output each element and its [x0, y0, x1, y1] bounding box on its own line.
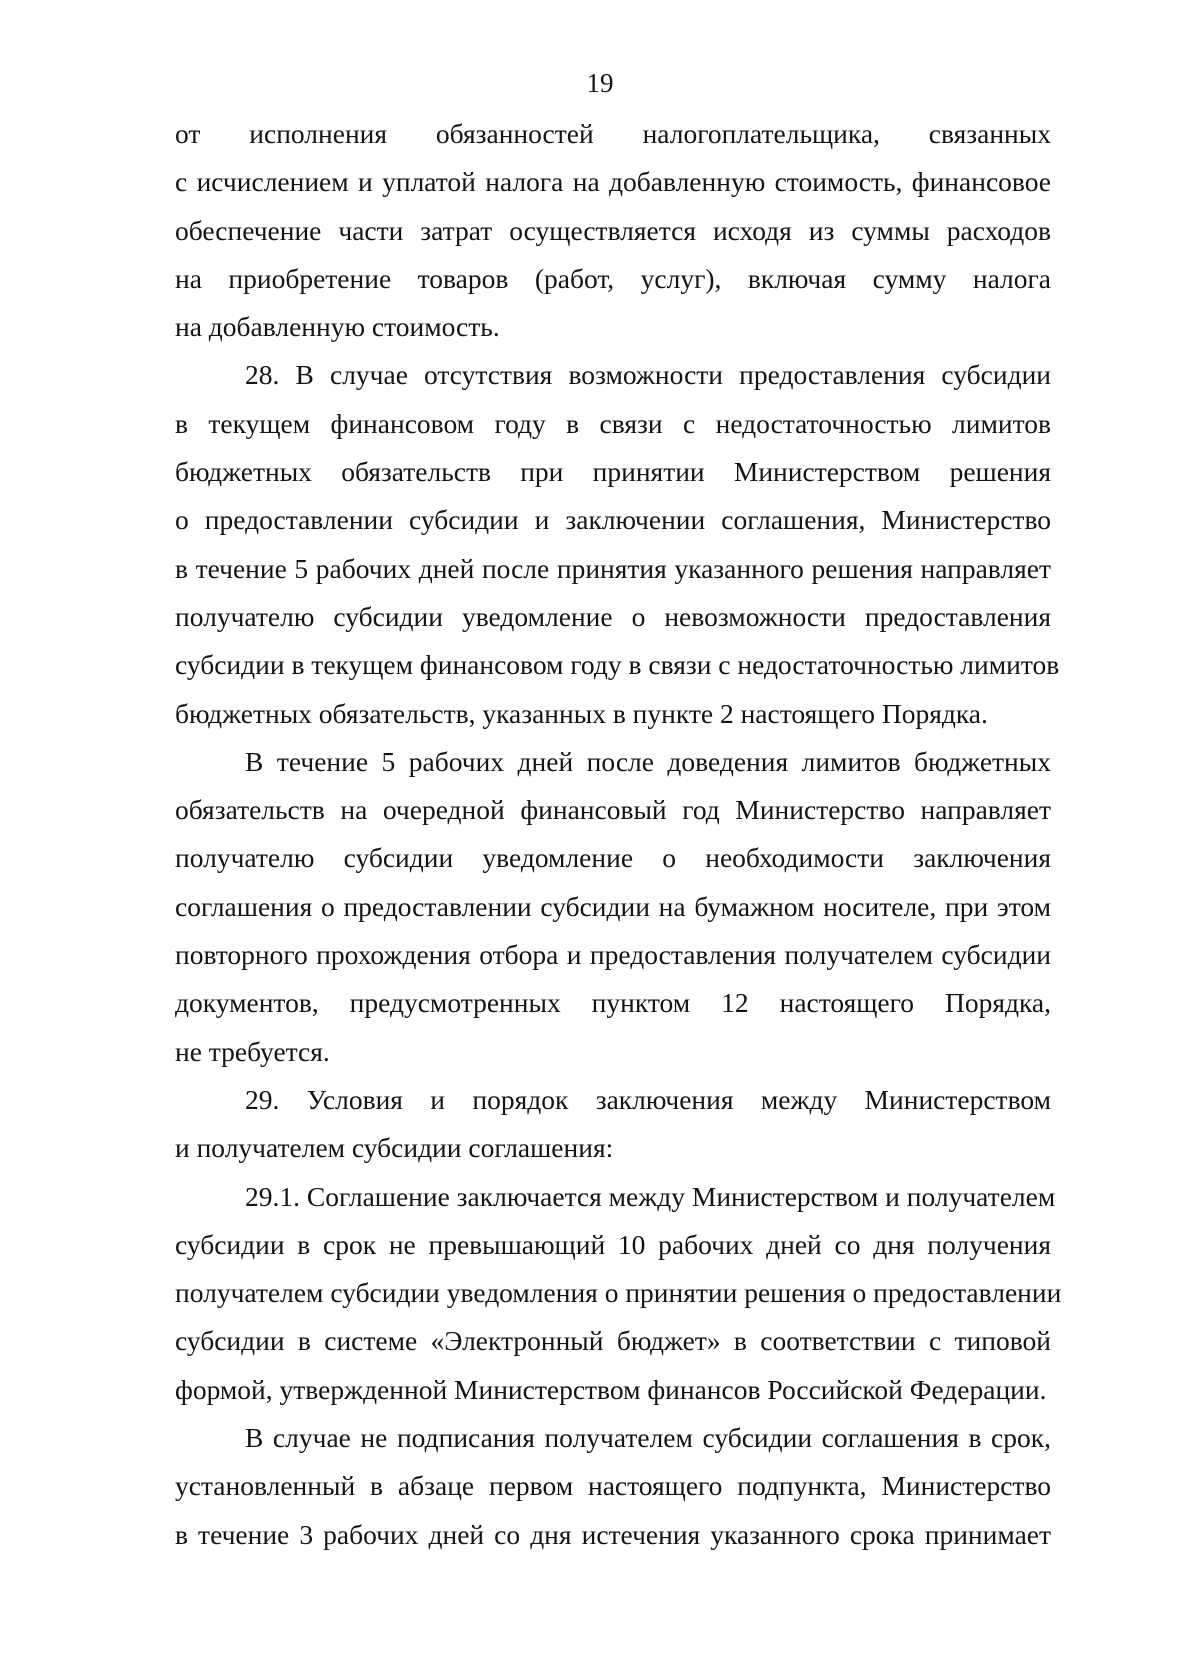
text-line: получателю субсидии уведомление о необходимости заключения	[175, 842, 1051, 874]
text-line: на приобретение товаров (работ, услуг), включая сумму налога	[175, 262, 1051, 294]
text-line: субсидии в текущем финансовом году в связи с недостаточностью лимитов	[175, 649, 1060, 681]
text-line: 29. Условия и порядок заключения между Министерством	[245, 1083, 1051, 1115]
text-line: и получателем субсидии соглашения:	[175, 1132, 614, 1164]
paragraph	[175, 1173, 1062, 1414]
text-line: 29.1. Соглашение заключается между Министерством и получателем	[245, 1180, 1056, 1212]
paragraph	[175, 738, 1051, 1076]
paragraph	[175, 110, 1051, 351]
text-line: субсидии в системе «Электронный бюджет» в соответствии с типовой	[175, 1325, 1051, 1357]
text-line: повторного прохождения отбора и предоставления получателем субсидии	[175, 939, 1051, 971]
text-line: обязательств на очередной финансовый год Министерство направляет	[175, 794, 1051, 826]
text-line: обеспечение части затрат осуществляется исходя из суммы расходов	[175, 214, 1051, 246]
page-number: 19	[586, 68, 614, 98]
paragraph	[175, 1076, 1051, 1173]
text-line: получателем субсидии уведомления о принятии решения о предоставлении	[175, 1277, 1062, 1309]
paragraph	[175, 351, 1060, 737]
text-line: в текущем финансовом году в связи с недостаточностью лимитов	[175, 407, 1051, 439]
text-line: субсидии в срок не превышающий 10 рабочих дней со дня получения	[175, 1228, 1051, 1260]
text-line: от исполнения обязанностей налогоплательщика, связанных	[175, 118, 1051, 149]
text-line: установленный в абзаце первом настоящего подпункта, Министерство	[175, 1470, 1051, 1502]
paragraph	[175, 1414, 1051, 1559]
text-line: в течение 5 рабочих дней после принятия указанного решения направляет	[175, 552, 1051, 584]
text-line: бюджетных обязательств при принятии Министерством решения	[175, 456, 1051, 488]
text-line: В случае не подписания получателем субсидии соглашения в срок,	[245, 1422, 1051, 1454]
text-line: на добавленную стоимость.	[175, 311, 500, 343]
text-line: в течение 3 рабочих дней со дня истечения указанного срока принимает	[175, 1518, 1051, 1550]
text-line: документов, предусмотренных пунктом 12 настоящего Порядка,	[175, 987, 1051, 1019]
text-line: не требуется.	[175, 1035, 330, 1067]
text-line: формой, утвержденной Министерством финансов Российской Федерации.	[175, 1373, 1047, 1405]
text-line: бюджетных обязательств, указанных в пункте 2 настоящего Порядка.	[175, 697, 988, 729]
text-line: 28. В случае отсутствия возможности предоставления субсидии	[245, 359, 1051, 391]
text-line: получателю субсидии уведомление о невозможности предоставления	[175, 600, 1051, 632]
text-line: с исчислением и уплатой налога на добавленную стоимость, финансовое	[175, 166, 1051, 198]
text-line: В течение 5 рабочих дней после доведения лимитов бюджетных	[245, 745, 1051, 777]
text-line: о предоставлении субсидии и заключении соглашения, Министерство	[175, 504, 1051, 536]
document-body	[175, 110, 1062, 1559]
text-line: соглашения о предоставлении субсидии на бумажном носителе, при этом	[175, 890, 1051, 922]
